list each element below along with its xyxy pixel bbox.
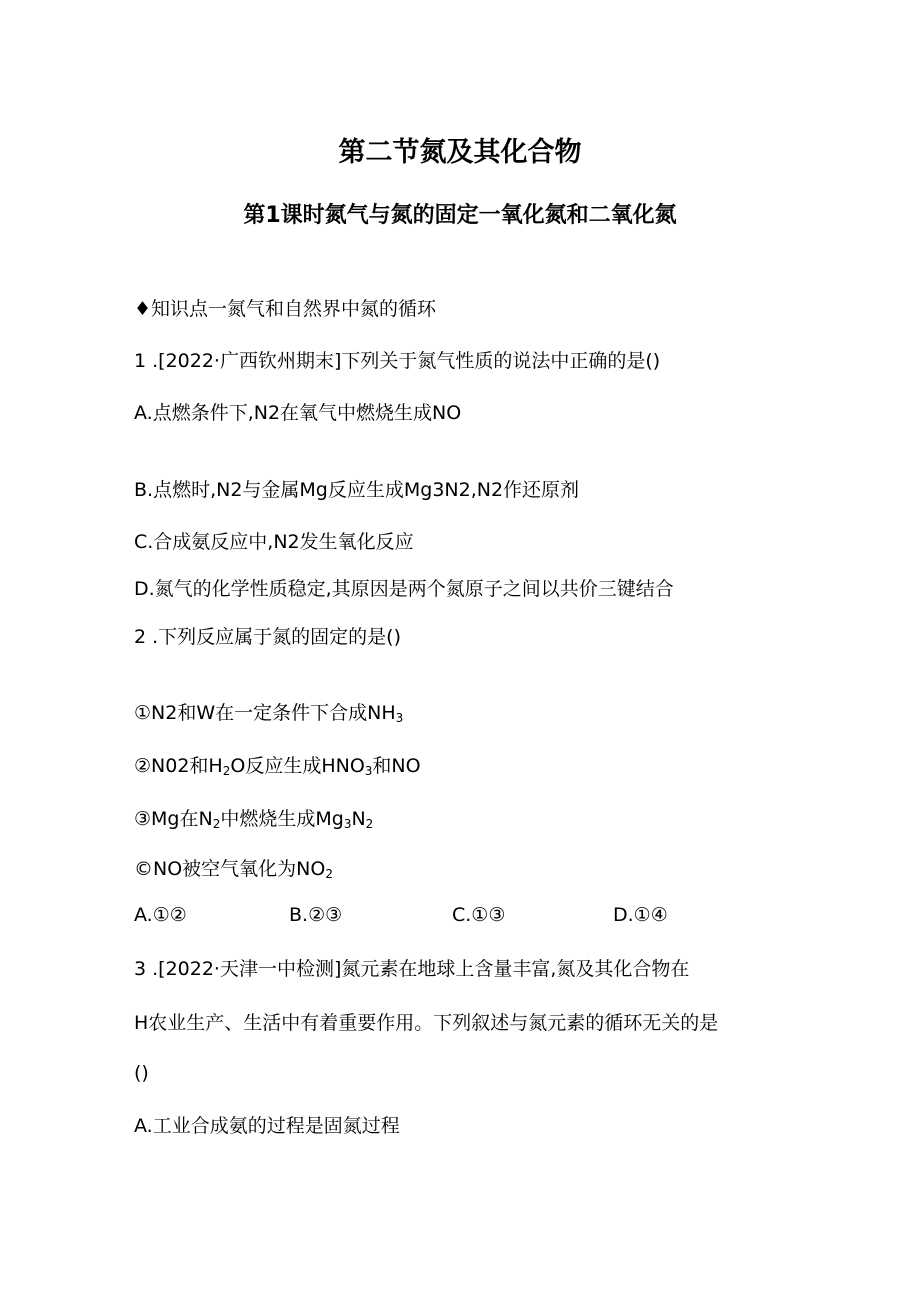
q2-item-1: ①N2和W在一定条件下合成$NH_3$ — [134, 702, 404, 725]
q1-option-d: D.氮气的化学性质稳定,其原因是两个氮原子之间以共价三键结合 — [134, 578, 674, 600]
q1-option-b: B.点燃时,N2与金属Mg反应生成Mg3N2,N2作还原剂 — [134, 479, 580, 501]
section-heading: ♦知识点一氮气和自然界中氮的循环 — [134, 298, 437, 320]
q2-options-row — [134, 906, 734, 930]
lesson-subtitle: 第1课时氮气与氮的固定一氧化氮和二氧化氮 — [243, 203, 677, 228]
page-title: 第二节氮及其化合物 — [338, 137, 582, 168]
q2-option-d: D.①④ — [613, 904, 668, 926]
q2-item-2: ②N02和$H_2O$反应生成$HNO_3$和NO — [134, 755, 421, 778]
q3-option-a: A.工业合成氨的过程是固氮过程 — [134, 1115, 400, 1137]
q2-option-a: A.①② — [134, 904, 187, 926]
q3-stem-line-1: 3 .[2022·天津一中检测]氮元素在地球上含量丰富,氮及其化合物在 — [134, 958, 690, 980]
q2-option-b: B.②③ — [289, 904, 343, 926]
q2-item-4: ©NO被空气氧化为$NO_2$ — [134, 858, 333, 881]
q1-option-a: A.点燃条件下,N2在氧气中燃烧生成NO — [134, 402, 462, 424]
q3-stem-line-3: () — [134, 1062, 149, 1084]
q2-option-c: C.①③ — [452, 904, 506, 926]
q2-item-3: ③Mg在$N_2$中燃烧生成$Mg_3N_2$ — [134, 808, 374, 831]
q3-stem-line-2: H农业生产、生活中有着重要作用。下列叙述与氮元素的循环无关的是 — [134, 1012, 719, 1034]
q1-option-c: C.合成氨反应中,N2发生氧化反应 — [134, 531, 414, 553]
q2-stem: 2 .下列反应属于氮的固定的是() — [134, 626, 401, 648]
q1-stem: 1 .[2022·广西钦州期末]下列关于氮气性质的说法中正确的是() — [134, 350, 661, 372]
